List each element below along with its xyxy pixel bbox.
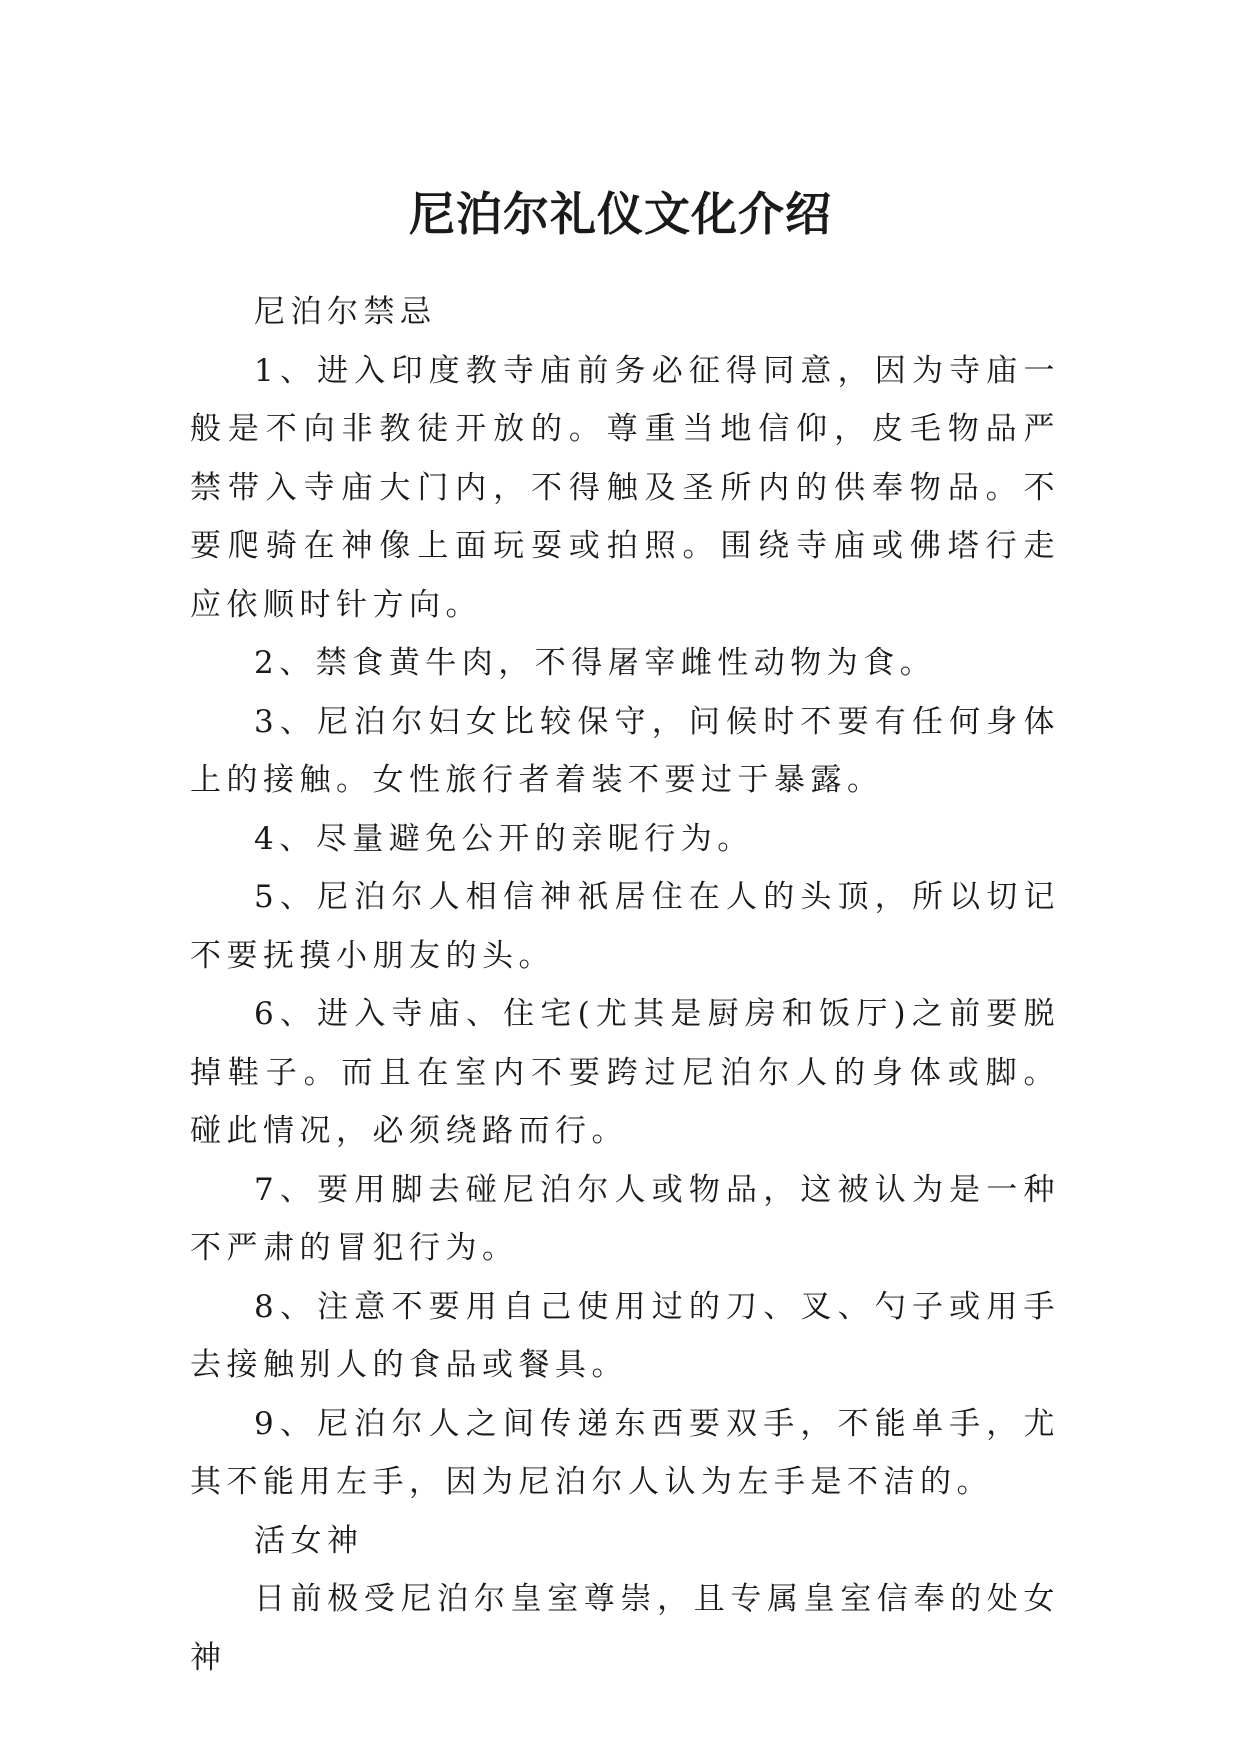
- document-body: [190, 283, 1060, 1687]
- paragraph-taboo-5: 5、尼泊尔人相信神祇居住在人的头顶，所以切记不要抚摸小朋友的头。: [190, 879, 1060, 974]
- paragraph-taboo-7: 7、要用脚去碰尼泊尔人或物品，这被认为是一种不严肃的冒犯行为。: [190, 1171, 1060, 1266]
- section-heading-taboos: 尼泊尔禁忌: [254, 294, 437, 330]
- paragraph-taboo-2: 2、禁食黄牛肉，不得屠宰雌性动物为食。: [254, 645, 937, 681]
- document-title: 尼泊尔礼仪文化介绍: [409, 186, 832, 241]
- paragraph-taboo-8: 8、注意不要用自己使用过的刀、叉、勺子或用手去接触别人的食品或餐具。: [190, 1288, 1060, 1383]
- paragraph-taboo-3: 3、尼泊尔妇女比较保守，问候时不要有任何身体上的接触。女性旅行者着装不要过于暴露。: [190, 703, 1060, 798]
- paragraph-taboo-6: 6、进入寺庙、住宅(尤其是厨房和饭厅)之前要脱掉鞋子。而且在室内不要跨过尼泊尔人的身体或脚。碰此情况，必须绕路而行。: [190, 996, 1060, 1149]
- paragraph-taboo-9: 9、尼泊尔人之间传递东西要双手，不能单手，尤其不能用左手，因为尼泊尔人认为左手是不洁的。: [190, 1405, 1060, 1500]
- section-heading-living-goddess: 活女神: [254, 1522, 364, 1559]
- paragraph-taboo-4: 4、尽量避免公开的亲昵行为。: [254, 820, 754, 857]
- paragraph-living-goddess: 日前极受尼泊尔皇室尊崇，且专属皇室信奉的处女神: [190, 1581, 1060, 1676]
- paragraph-taboo-1: 1、进入印度教寺庙前务必征得同意，因为寺庙一般是不向非教徒开放的。尊重当地信仰，皮毛物品严禁带入寺庙大门内，不得触及圣所内的供奉物品。不要爬骑在神像上面玩耍或拍照。围绕寺庙或佛塔行走应依顺时针方向。: [190, 352, 1060, 623]
